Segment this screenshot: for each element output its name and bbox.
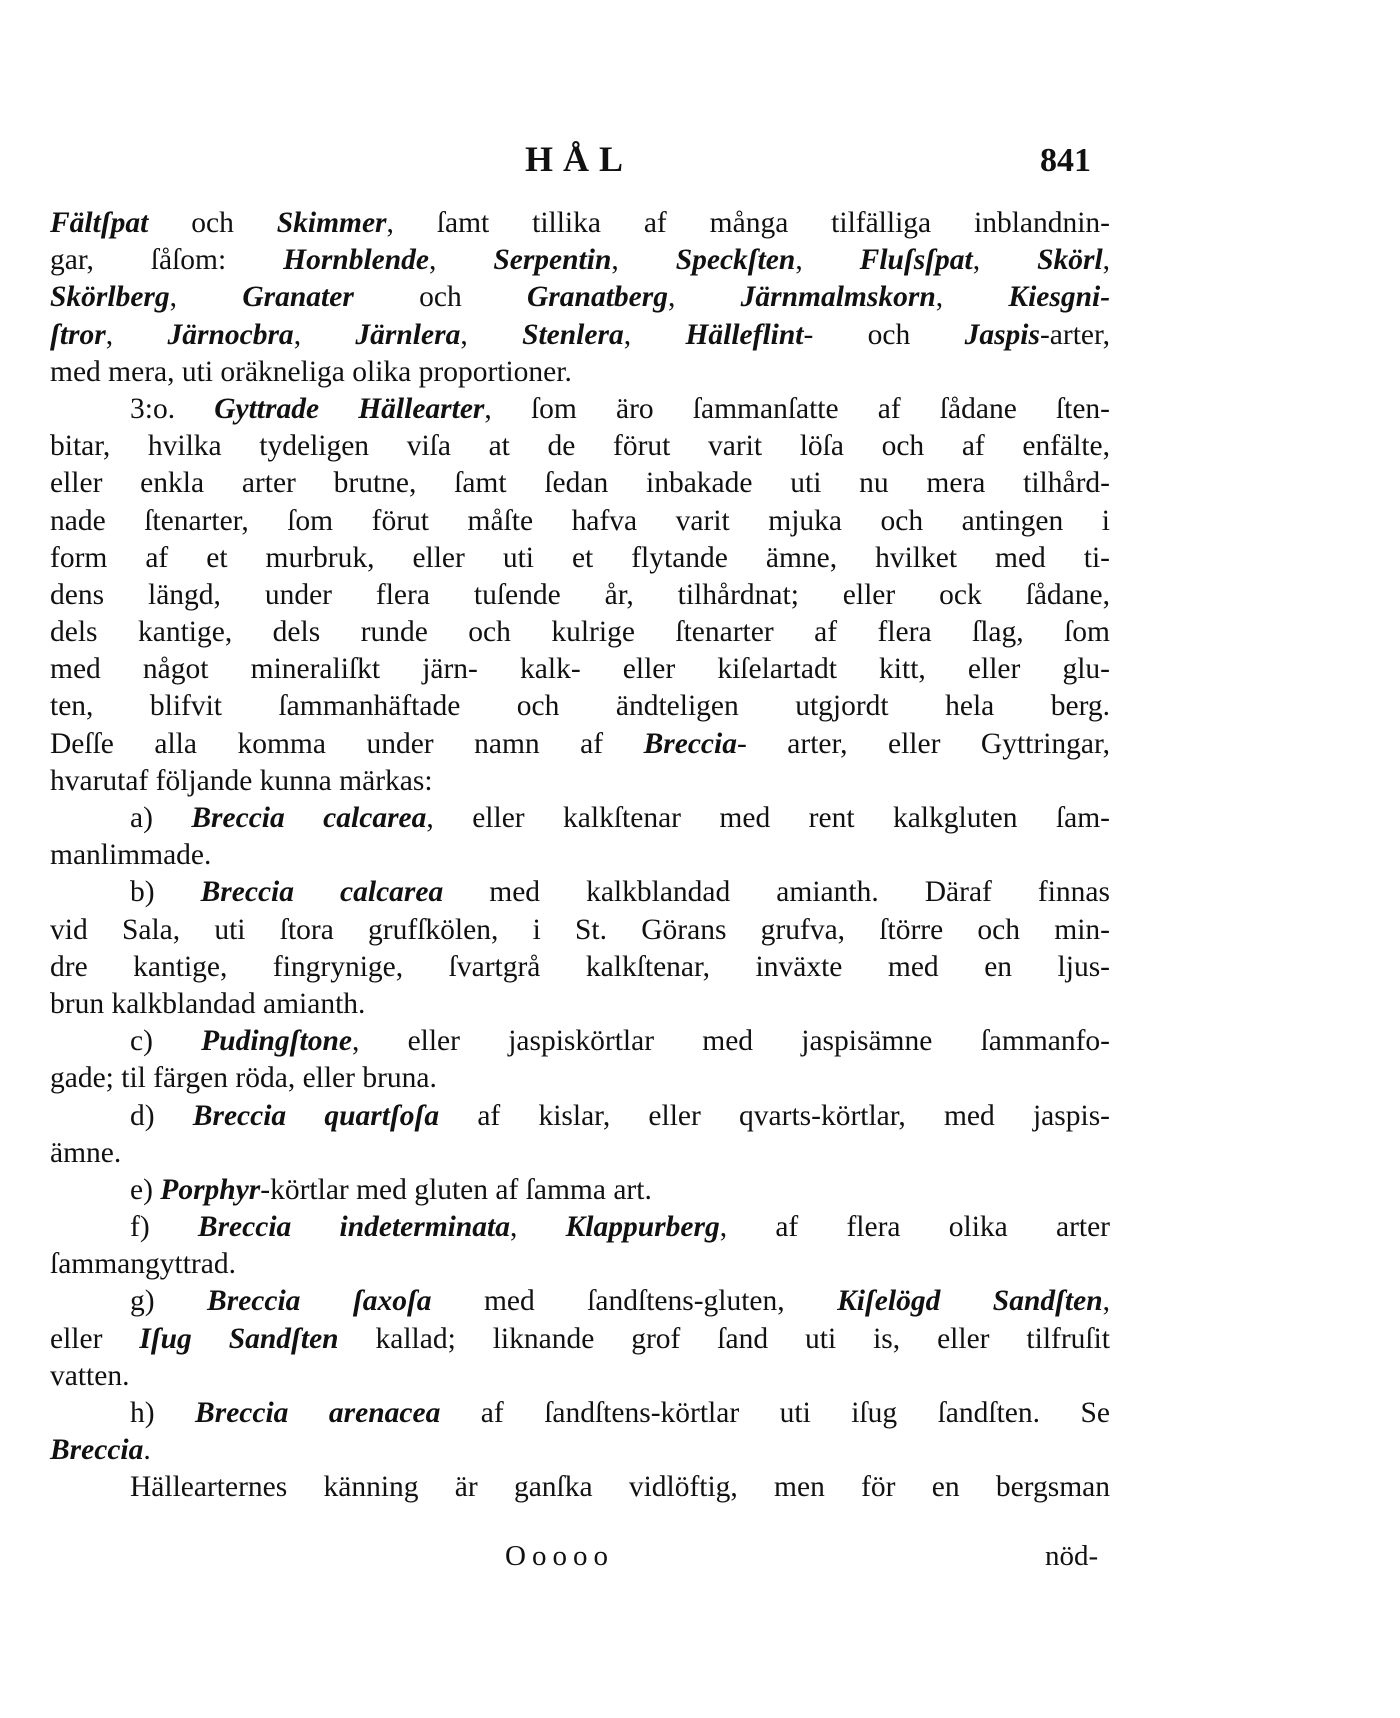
text-line: 3:o. Gyttrade Hällearter, ſom äro ſammanſatte af ſådane ſten- [130,392,1110,425]
text-line: ſtror, Järnocbra, Järnlera, Stenlera, Hälleflint- och Jaspis-arter, [50,318,1111,351]
text-line: gade; til färgen röda, eller bruna. [50,1062,437,1095]
page-footer [0,1540,1400,1580]
text-line: ten, blifvit ſammanhäftade och ändteligen utgjordt hela berg. [50,690,1110,723]
text-line: f) Breccia indeterminata, Klappurberg, af flera olika arter [130,1211,1111,1244]
text-line: d) Breccia quartſoſa af kislar, eller qvarts-körtlar, med jaspis- [130,1099,1110,1132]
text-line: b) Breccia calcarea med kalkblandad amianth. Däraf finnas [130,876,1110,909]
text-line: a) Breccia calcarea, eller kalkſtenar med rent kalkgluten ſam- [130,802,1110,834]
text-line: manlimmade. [50,839,212,872]
text-line: e) Porphyr-körtlar med gluten af ſamma art. [130,1173,652,1206]
signature-mark: Ooooo [505,1540,614,1572]
text-line: Fältſpat och Skimmer, ſamt tillika af många tilfälliga inblandnin- [50,207,1111,239]
text-line: vatten. [50,1359,130,1392]
text-line: med något mineraliſkt järn- kalk- eller kiſelartadt kitt, eller glu- [50,653,1110,686]
catchword: nöd- [1045,1540,1099,1572]
body-text [50,205,1110,1507]
text-line: g) Breccia ſaxoſa med ſandſtens-gluten, Kiſelögd Sandſten, [130,1285,1111,1318]
text-line: med mera, uti oräkneliga olika proportioner. [50,355,572,388]
text-line: ämne. [50,1136,122,1169]
text-line: Breccia. [50,1434,151,1467]
text-line: hvarutaf följande kunna märkas: [50,764,433,797]
text-line: Hällearternes känning är ganſka vidlöftig, men för en bergsman [130,1471,1110,1504]
text-line: dens längd, under flera tuſende år, tilhårdnat; eller ock ſådane, [50,578,1110,611]
text-line: eller enkla arter brutne, ſamt ſedan inbakade uti nu mera tilhård- [50,467,1110,500]
running-header [0,138,1400,182]
text-line: gar, ſåſom: Hornblende, Serpentin, Speckſten, Fluſsſpat, Skörl, [50,244,1111,277]
text-line: nade ſtenarter, ſom förut måſte hafva varit mjuka och antingen i [50,504,1110,537]
text-line: c) Pudingſtone, eller jaspiskörtlar med jaspisämne ſammanfo- [130,1025,1110,1058]
running-title: HÅL [525,139,634,179]
text-line: ſammangyttrad. [50,1248,236,1281]
text-line: brun kalkblandad amianth. [50,987,366,1020]
text-line: dels kantige, dels runde och kulrige ſtenarter af flera ſlag, ſom [50,616,1110,649]
text-line: dre kantige, fingrynige, ſvartgrå kalkſtenar, inväxte med en ljus- [50,950,1110,983]
text-line: vid Sala, uti ſtora grufſkölen, i St. Görans grufva, ſtörre och min- [50,913,1110,946]
text-line: bitar, hvilka tydeligen viſa at de förut varit löſa och af enfälte, [50,430,1110,463]
text-line: h) Breccia arenacea af ſandſtens-körtlar uti iſug ſandſten. Se [130,1397,1110,1429]
text-line: Deſſe alla komma under namn af Breccia- arter, eller Gyttringar, [50,727,1110,760]
text-line: form af et murbruk, eller uti et flytande ämne, hvilket med ti- [50,541,1110,574]
text-line: eller Iſug Sandſten kallad; liknande grof ſand uti is, eller tilfruſit [50,1322,1111,1355]
page-number: 841 [1040,142,1091,179]
text-line: Skörlberg, Granater och Granatberg, Järnmalmskorn, Kiesgni- [50,281,1111,314]
